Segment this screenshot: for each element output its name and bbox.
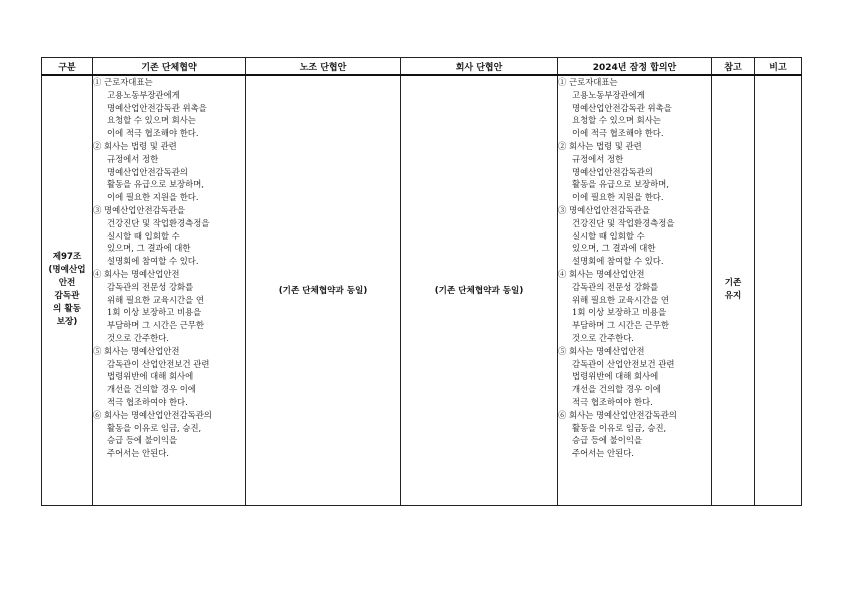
clause-line: 명예산업안전감독관의 xyxy=(572,166,653,177)
clause-item xyxy=(93,409,245,460)
clause-line: 이에 필요한 지원을 한다. xyxy=(572,192,664,203)
reference-cell xyxy=(712,75,755,505)
clause-line: 감독관이 산업안전보건 관련 xyxy=(572,358,675,369)
clause-line: 법령위반에 대해 회사에 xyxy=(107,371,194,382)
clause-line: 개선을 건의할 경우 이에 xyxy=(572,384,661,395)
clause-line: 주어서는 안된다. xyxy=(107,448,169,459)
union-proposal-cell: (기존 단체협약과 동일) xyxy=(246,75,401,505)
header-category: 구분 xyxy=(42,58,93,76)
header-union-proposal: 노조 단협안 xyxy=(246,58,401,76)
clause-item xyxy=(558,204,711,268)
clause-line: 적극 협조하여야 한다. xyxy=(572,396,653,407)
clause-line: 이에 적극 협조해야 한다. xyxy=(572,128,664,139)
header-company-proposal: 회사 단협안 xyxy=(401,58,558,76)
clause-item xyxy=(558,268,711,345)
clause-line: ④ 회사는 명예산업안전 xyxy=(558,268,645,279)
clause-item xyxy=(93,140,245,204)
clause-line: 규정에서 정한 xyxy=(107,153,159,164)
clause-item xyxy=(558,76,711,140)
clause-line: ③ 명예산업안전감독관을 xyxy=(558,204,650,215)
clause-item xyxy=(558,345,711,409)
clause-line: 고용노동부장관에게 xyxy=(107,89,180,100)
clause-line: 활동을 유급으로 보장하며, xyxy=(572,179,669,190)
tentative-agreement-cell xyxy=(558,75,712,505)
clause-line: ① 근로자대표는 xyxy=(93,77,153,87)
clause-line: 실시할 때 입회할 수 xyxy=(572,230,645,241)
clause-line: 명예산업안전감독관 위촉을 xyxy=(107,102,207,113)
clause-line: 부담하며 그 시간은 근무한 xyxy=(572,320,669,331)
agreement-comparison-table xyxy=(41,57,802,506)
existing-clause-list xyxy=(93,76,245,460)
clause-line: 설명회에 참여할 수 있다. xyxy=(107,256,199,267)
clause-line: 법령위반에 대해 회사에 xyxy=(572,371,659,382)
clause-line: ③ 명예산업안전감독관을 xyxy=(93,204,185,215)
clause-line: 요청할 수 있으며 회사는 xyxy=(107,115,196,126)
clause-line: 이에 필요한 지원을 한다. xyxy=(107,192,199,203)
clause-line: ⑤ 회사는 명예산업안전 xyxy=(558,345,645,356)
clause-line: 적극 협조하여야 한다. xyxy=(107,396,188,407)
clause-line: 활동을 이유로 임금, 승진, xyxy=(107,422,202,433)
clause-line: ⑥ 회사는 명예산업안전감독관의 xyxy=(558,409,677,420)
reference-line: 기존 xyxy=(724,278,742,289)
clause-line: 고용노동부장관에게 xyxy=(572,89,645,100)
clause-line: 명예산업안전감독관 위촉을 xyxy=(572,102,672,113)
clause-line: 규정에서 정한 xyxy=(572,153,624,164)
clause-line: ④ 회사는 명예산업안전 xyxy=(93,268,180,279)
clause-line: 건강진단 및 작업환경측정을 xyxy=(572,217,675,228)
existing-agreement-cell xyxy=(93,75,246,505)
clause-line: ⑥ 회사는 명예산업안전감독관의 xyxy=(93,409,212,420)
clause-line: 주어서는 안된다. xyxy=(572,448,634,459)
clause-item xyxy=(93,345,245,409)
company-proposal-cell: (기존 단체협약과 동일) xyxy=(401,75,558,505)
clause-line: 감독관의 전문성 강화를 xyxy=(107,281,194,292)
clause-line: 것으로 간주한다. xyxy=(572,332,634,343)
clause-line: 것으로 간주한다. xyxy=(107,332,169,343)
clause-line: 건강진단 및 작업환경측정을 xyxy=(107,217,210,228)
clause-line: 위해 필요한 교육시간을 연 xyxy=(107,294,204,305)
header-row xyxy=(42,58,802,76)
article-97-row xyxy=(42,75,802,505)
clause-line: 활동을 유급으로 보장하며, xyxy=(107,179,204,190)
article-title-line: 안전 xyxy=(58,278,76,289)
article-title-line: 제97조 xyxy=(52,252,82,263)
clause-line: 실시할 때 입회할 수 xyxy=(107,230,180,241)
header-remark: 비고 xyxy=(755,58,802,76)
clause-line: 이에 적극 협조해야 한다. xyxy=(107,128,199,139)
clause-line: 있으며, 그 결과에 대한 xyxy=(572,243,656,254)
article-title-cell xyxy=(42,75,93,505)
clause-line: 승급 등에 불이익을 xyxy=(572,435,643,446)
clause-line: ① 근로자대표는 xyxy=(558,77,618,87)
agreement-clause-list xyxy=(558,76,711,460)
clause-line: ② 회사는 법령 및 관련 xyxy=(93,140,177,151)
clause-line: 위해 필요한 교육시간을 연 xyxy=(572,294,669,305)
article-title-line: 감독관 xyxy=(54,291,80,302)
header-reference: 참고 xyxy=(712,58,755,76)
clause-item xyxy=(93,268,245,345)
clause-line: 감독관이 산업안전보건 관련 xyxy=(107,358,210,369)
clause-line: 설명회에 참여할 수 있다. xyxy=(572,256,664,267)
clause-line: 활동을 이유로 임금, 승진, xyxy=(572,422,667,433)
clause-line: ② 회사는 법령 및 관련 xyxy=(558,140,642,151)
clause-item xyxy=(93,76,245,140)
article-title-line: 의 활동 xyxy=(53,304,81,315)
clause-line: 1회 이상 보장하고 비용을 xyxy=(107,307,202,318)
clause-line: ⑤ 회사는 명예산업안전 xyxy=(93,345,180,356)
clause-line: 명예산업안전감독관의 xyxy=(107,166,188,177)
clause-line: 요청할 수 있으며 회사는 xyxy=(572,115,661,126)
clause-item xyxy=(93,204,245,268)
remark-cell xyxy=(755,75,802,505)
header-existing-agreement: 기존 단체협약 xyxy=(93,58,246,76)
clause-line: 승급 등에 불이익을 xyxy=(107,435,178,446)
clause-line: 감독관의 전문성 강화를 xyxy=(572,281,659,292)
clause-item xyxy=(558,140,711,204)
clause-line: 1회 이상 보장하고 비용을 xyxy=(572,307,667,318)
header-tentative-agreement: 2024년 잠정 합의안 xyxy=(558,58,712,76)
article-title-line: 보장) xyxy=(56,317,78,328)
clause-line: 부담하며 그 시간은 근무한 xyxy=(107,320,204,331)
clause-line: 개선을 건의할 경우 이에 xyxy=(107,384,196,395)
clause-line: 있으며, 그 결과에 대한 xyxy=(107,243,191,254)
reference-line: 유지 xyxy=(724,291,742,302)
article-title-line: (명예산업 xyxy=(48,265,86,276)
clause-item xyxy=(558,409,711,460)
